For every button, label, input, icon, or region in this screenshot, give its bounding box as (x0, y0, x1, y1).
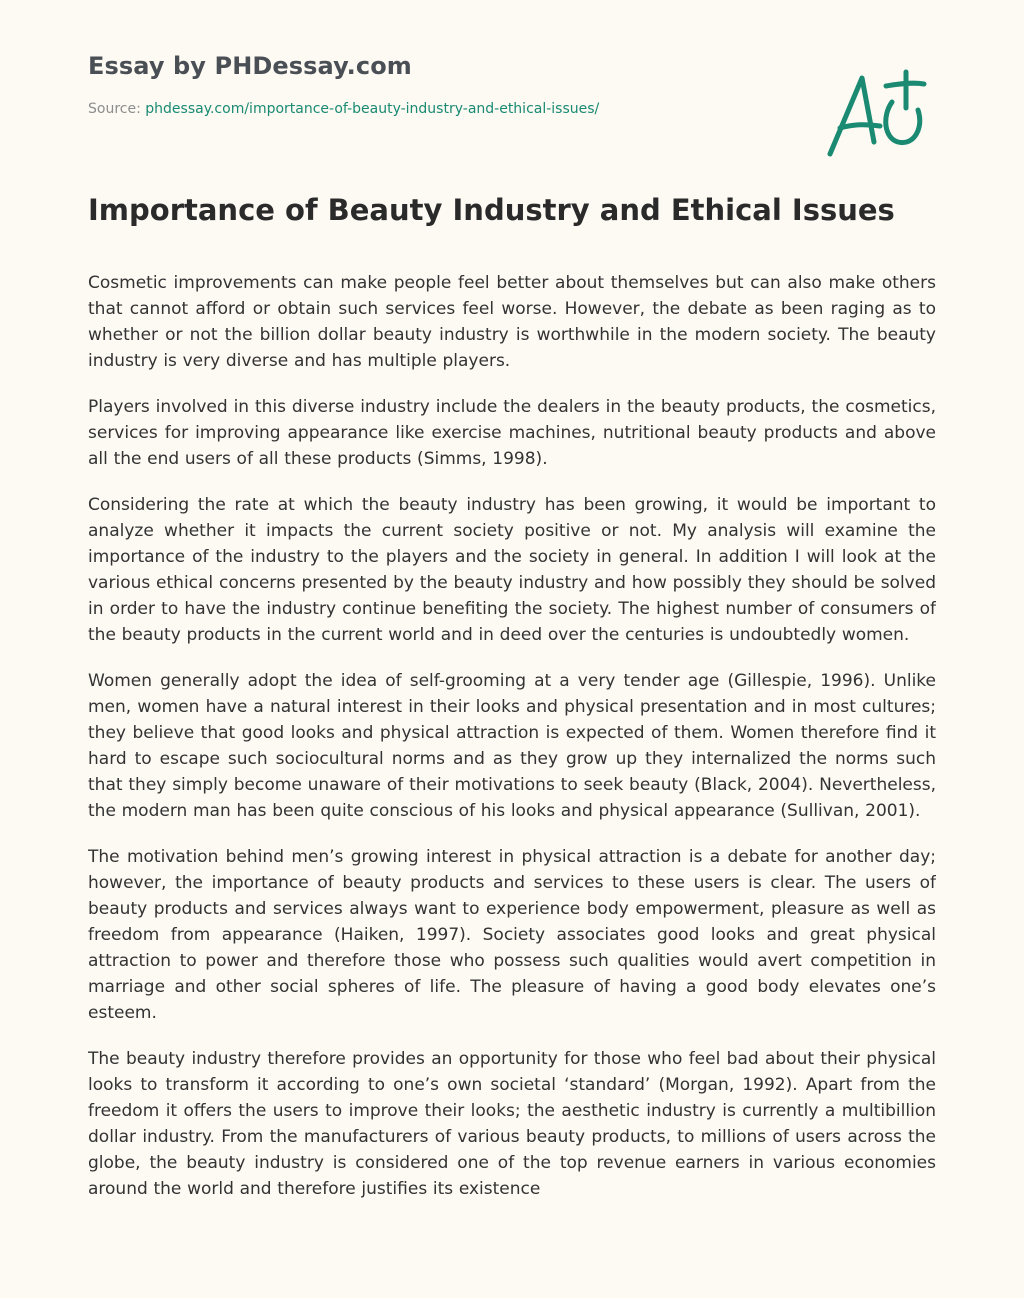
source-line (88, 99, 788, 119)
paragraph: The beauty industry therefore provides an opportunity for those who feel bad about their physical looks to transform it according to one’s own societal ‘standard’ (Morgan, 1992). Apart from the freedom it offers the users to improve their looks; the aesthetic industry is currently a multibillion dollar industry. From the manufacturers of various beauty products, to millions of users across the globe, the beauty industry is considered one of the top revenue earners in various economies around the world and therefore justifies its existence (88, 1049, 936, 1199)
paragraph: Considering the rate at which the beauty industry has been growing, it would be important to analyze whether it impacts the current society positive or not. My analysis will examine the importance of the industry to the players and the society in general. In addition I will look at the various ethical concerns presented by the beauty industry and how possibly they should be solved in order to have the industry continue benefiting the society. The highest number of consumers of the beauty products in the current world and in deed over the centuries is undoubtedly women. (88, 495, 936, 645)
essay-body (88, 270, 936, 1290)
page-header (88, 50, 788, 119)
paragraph: Cosmetic improvements can make people feel better about themselves but can also make others that cannot afford or obtain such services feel worse. However, the debate as been raging as to whether or not the billion dollar beauty industry is worthwhile in the modern society. The beauty industry is very diverse and has multiple players. (88, 273, 936, 371)
source-link[interactable]: phdessay.com/importance-of-beauty-industry-and-ethical-issues/ (145, 101, 600, 117)
site-brand: Essay by PHDessay.com (88, 52, 412, 80)
paragraph: The motivation behind men’s growing interest in physical attraction is a debate for another day; however, the importance of beauty products and services to these users is clear. The users of beauty products and services always want to experience body empowerment, pleasure as well as freedom from appearance (Haiken, 1997). Society associates good looks and great physical attraction to power and therefore those who possess such qualities would avert competition in marriage and other social spheres of life. The pleasure of having a good body elevates one’s esteem. (88, 847, 936, 1023)
paragraph: Women generally adopt the idea of self-grooming at a very tender age (Gillespie, 1996). Unlike men, women have a natural interest in their looks and physical presentation and in most cultures; they believe that good looks and physical attraction is expected of them. Women therefore find it hard to escape such sociocultural norms and as they grow up they internalized the norms such that they simply become unaware of their motivations to seek beauty (Black, 2004). Nevertheless, the modern man has been quite conscious of his looks and physical appearance (Sullivan, 2001). (88, 671, 936, 821)
paragraph: Players involved in this diverse industry include the dealers in the beauty products, the cosmetics, services for improving appearance like exercise machines, nutritional beauty products and above all the end users of all these products (Simms, 1998). (88, 397, 936, 469)
source-label: Source: (88, 101, 141, 117)
a-plus-logo-icon (822, 64, 932, 164)
page-title: Importance of Beauty Industry and Ethical Issues (88, 193, 895, 227)
